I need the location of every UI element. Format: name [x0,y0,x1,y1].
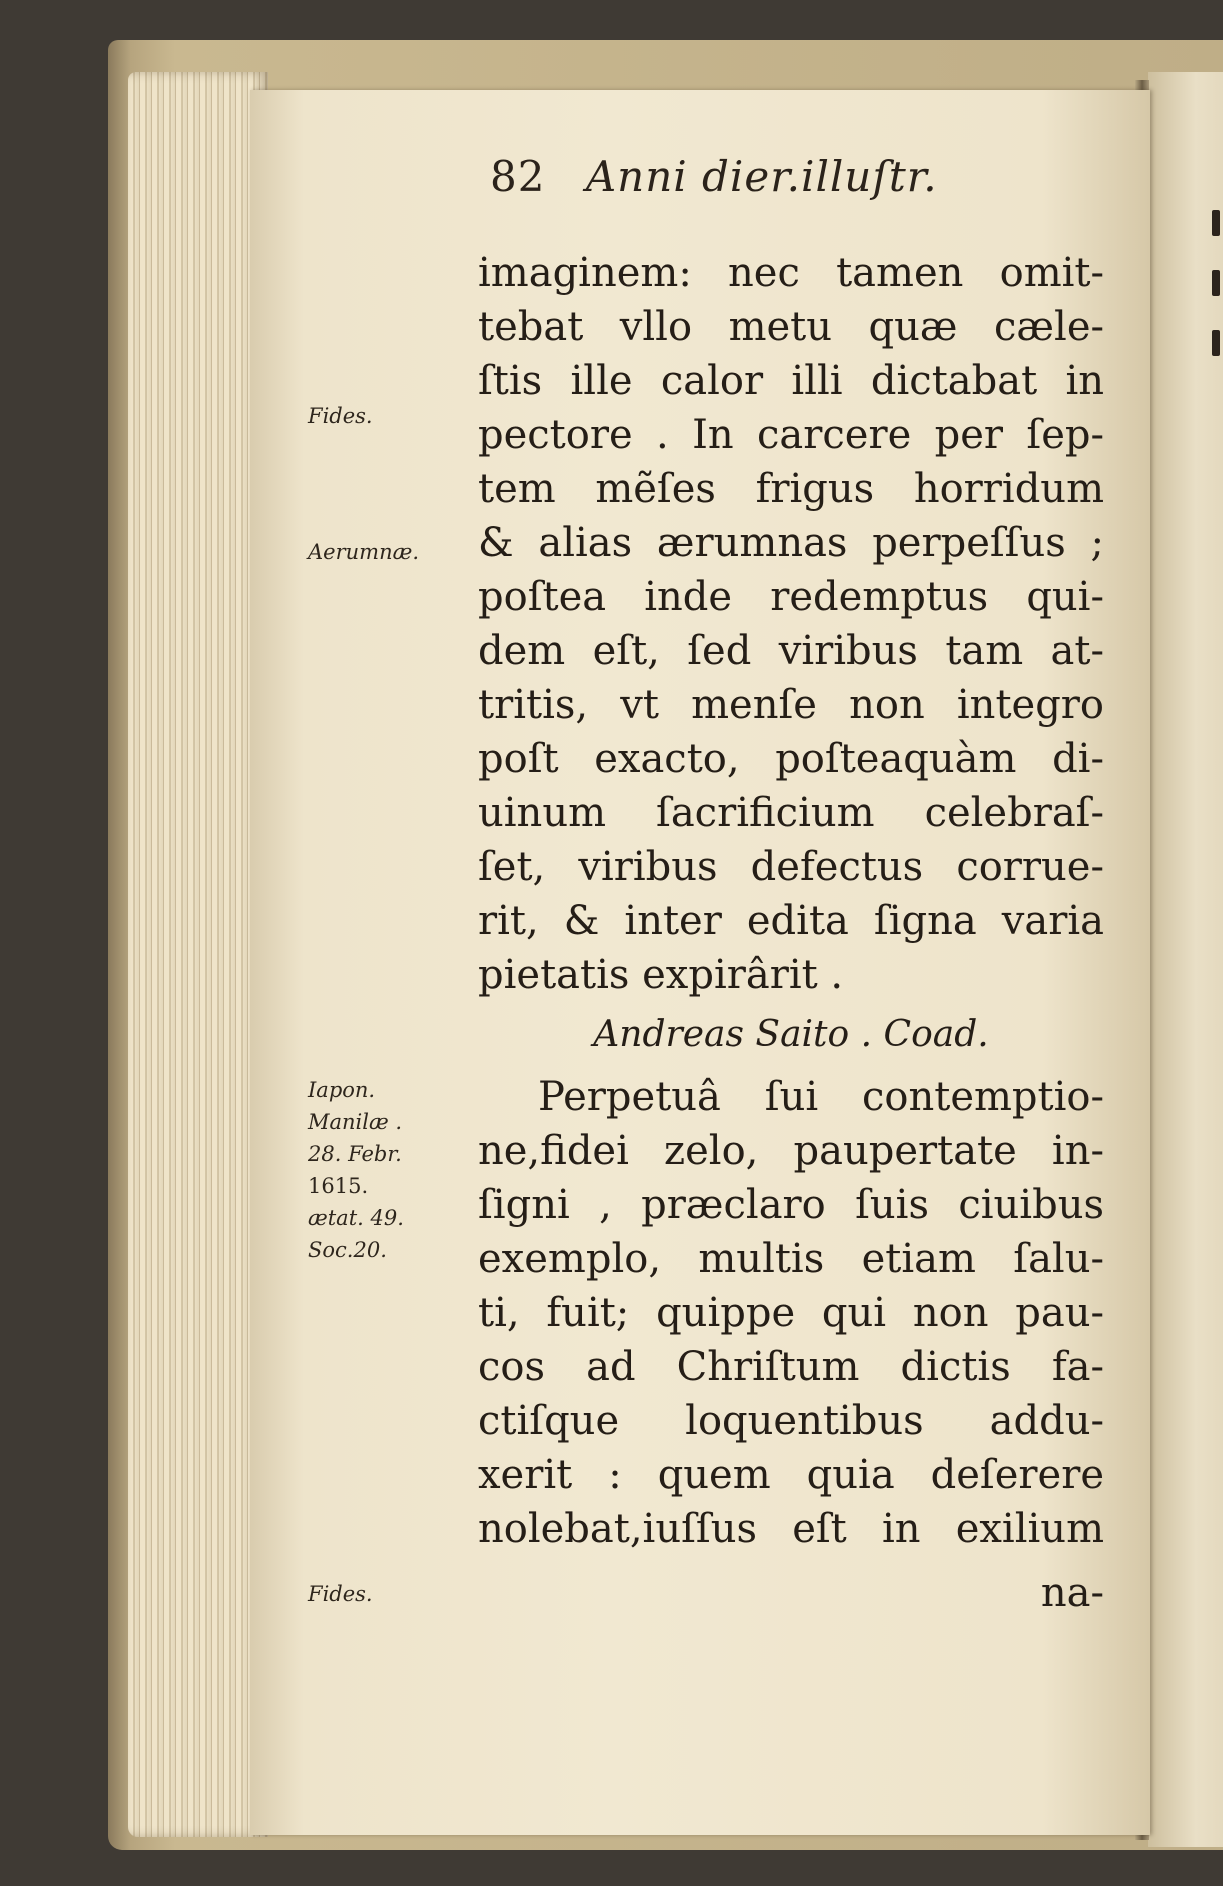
text-line: tritis, vt menſe non integro [478,682,1104,728]
text-line: poſt exacto, poſteaquàm di- [478,736,1104,782]
margin-note: ætat. 49. [308,1206,404,1230]
page-number: 82 [490,152,546,201]
text-line: Perpetuâ ſui contemptio- [538,1074,1104,1120]
text-line: rit, & inter edita ſigna varia [478,898,1104,944]
text-line: uinum ſacrificium celebraſ- [478,790,1104,836]
text-line: imaginem: nec tamen omit- [478,250,1104,296]
facing-page-glyph [1212,270,1220,296]
text-line: dem eſt, ſed viribus tam at- [478,628,1104,674]
margin-note: 1615. [308,1174,369,1198]
text-line: pectore . In carcere per ſep- [478,412,1104,458]
text-line: ſet, viribus defectus corrue- [478,844,1104,890]
text-line: poſtea inde redemptus qui- [478,574,1104,620]
catchword: na- [1040,1570,1104,1616]
section-heading: Andreas Saito . Coad. [593,1014,989,1055]
text-line: pietatis expirârit . [478,952,844,998]
margin-note: 28. Febr. [308,1142,402,1166]
text-line: ti, fuit; quippe qui non pau- [478,1290,1104,1336]
text-line: ctiſque loquentibus addu- [478,1398,1104,1444]
facing-page-glyph [1212,330,1220,356]
text-line: ſigni , præclaro ſuis ciuibus [478,1182,1104,1228]
text-line: tebat vllo metu quæ cæle- [478,304,1104,350]
margin-note: Manilæ . [308,1110,403,1134]
margin-note: Fides. [308,1582,373,1606]
text-line: nolebat,iuſſus eſt in exilium [478,1506,1104,1552]
text-line: tem mẽſes frigus horridum [478,466,1104,512]
margin-note: Aerumnæ. [308,540,420,564]
running-title: Anni dier.illuſtr. [585,152,938,201]
text-line: cos ad Chriſtum dictis fa- [478,1344,1104,1390]
running-head [490,152,938,201]
text-line: & alias ærumnas perpeſſus ; [478,520,1104,566]
text-line: exemplo, multis etiam ſalu- [478,1236,1104,1282]
facing-page-glyph [1212,210,1220,236]
page-edges [128,72,268,1837]
text-line: ſtis ille calor illi dictabat in [478,358,1104,404]
margin-note: Fides. [308,404,373,428]
text-line: xerit : quem quia deſerere [478,1452,1104,1498]
margin-note: Iapon. [308,1078,376,1102]
margin-note: Soc.20. [308,1238,387,1262]
text-line: ne,fidei zelo, paupertate in- [478,1128,1104,1174]
